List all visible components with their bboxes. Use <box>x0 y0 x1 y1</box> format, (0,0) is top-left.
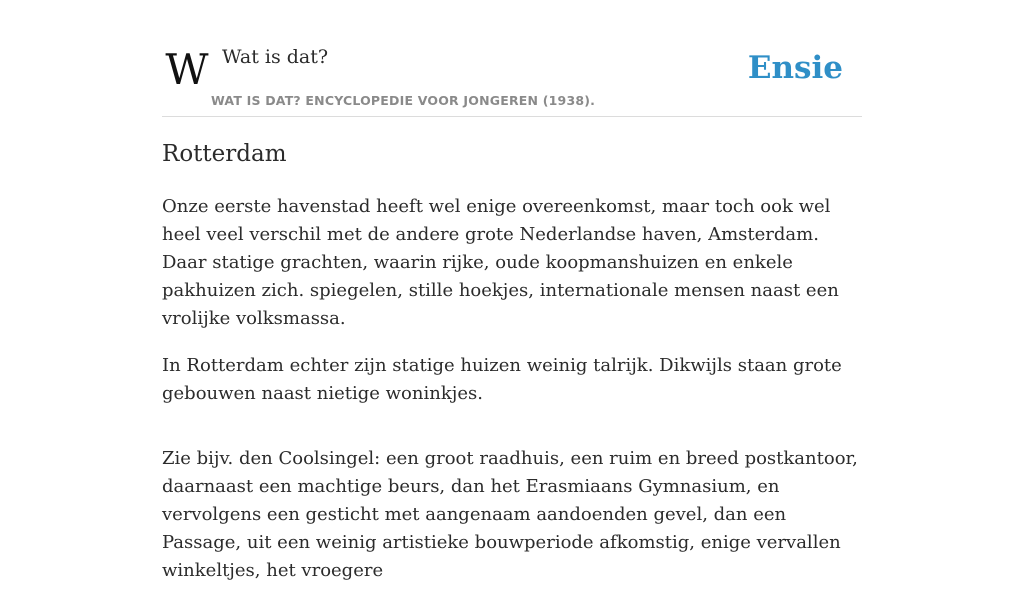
book-title[interactable]: Wat is dat? <box>222 46 329 68</box>
article-paragraph: Onze eerste havenstad heeft wel enige overeenkomst, maar toch ook wel heel veel verschil met de andere grote Nederlandse haven, Amsterdam. Daar statige grachten, waarin rijke, oude koopmanshuizen en enkele pakhuizen zich. spiegelen, stille hoekjes, internationale mensen naast een vrolijke volksmassa. <box>162 196 839 329</box>
brand-logo[interactable]: Ensie <box>747 50 843 86</box>
svg-text:W: W <box>165 45 209 94</box>
article <box>162 138 862 604</box>
book-subtitle: WAT IS DAT? ENCYCLOPEDIE VOOR JONGEREN (1938). <box>211 93 596 108</box>
article-paragraph: Zie bijv. den Coolsingel: een groot raadhuis, een ruim en breed postkantoor, daarnaast een machtige beurs, dan het Erasmiaans Gymnasium, en vervolgens een gesticht met aangenaam aandoenden gevel, dan een Passage, uit een weinig artistieke bouwperiode afkomstig, enige vervallen winkeltjes, het vroegere <box>162 448 858 581</box>
wikipedia-w-icon[interactable] <box>165 45 209 94</box>
site-header <box>162 0 862 117</box>
article-title: Rotterdam <box>162 141 287 167</box>
article-paragraph: In Rotterdam echter zijn statige huizen weinig talrijk. Dikwijls staan grote gebouwen naast nietige woninkjes. <box>162 355 842 404</box>
